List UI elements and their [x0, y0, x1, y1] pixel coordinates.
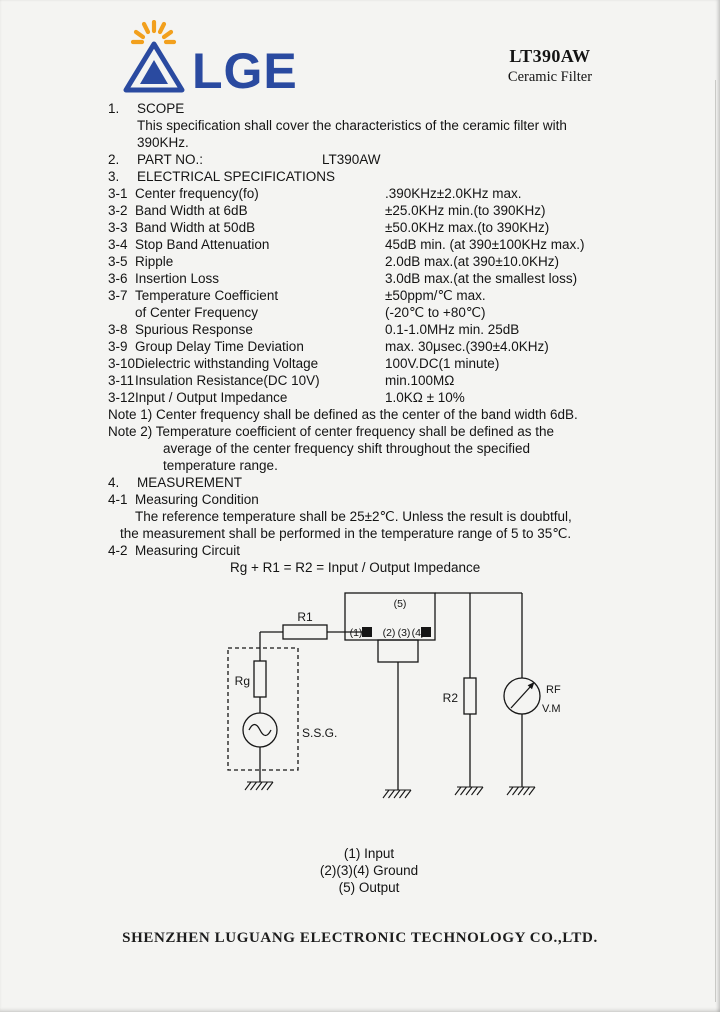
- spec-num: 3-8: [108, 322, 128, 337]
- section-part-no: [108, 151, 720, 168]
- impedance-formula: Rg + R1 = R2 = Input / Output Impedance: [230, 560, 481, 575]
- spec-num: 3-2: [108, 203, 128, 218]
- spec-value: ±50.0KHz max.(to 390KHz): [385, 220, 550, 235]
- document-body: [0, 100, 720, 948]
- spec-label: Insertion Loss: [135, 271, 220, 286]
- spec-row-0: [108, 185, 720, 202]
- spec-row-9: [108, 338, 720, 355]
- spec-row-8: [108, 321, 720, 338]
- resistor-r1: [283, 625, 327, 639]
- lge-logo-graphic: [108, 20, 308, 98]
- ground-icon: [383, 790, 411, 798]
- r2-label: R2: [442, 691, 458, 705]
- spec-label: Band Width at 50dB: [135, 220, 256, 235]
- spec-num: 3-12: [108, 390, 136, 405]
- vm-label: V.M: [542, 703, 561, 715]
- spec-row-11: [108, 372, 720, 389]
- spec-row-4: [108, 253, 720, 270]
- r1-label: R1: [297, 610, 313, 624]
- pin5-label: (5): [393, 598, 407, 610]
- condition-text-line1: The reference temperature shall be 25±2℃. Unless the result is doubtful,: [135, 509, 572, 524]
- pin1-pad: [362, 627, 372, 637]
- spec-label: Group Delay Time Deviation: [135, 339, 304, 354]
- spec-value: 3.0dB max.(at the smallest loss): [385, 271, 578, 286]
- spec-label: Band Width at 6dB: [135, 203, 248, 218]
- section-number: 4.: [108, 475, 120, 490]
- ssg-dashed-box: [228, 648, 298, 770]
- note-2-line2: average of the center frequency shift throughout the specified: [163, 441, 530, 456]
- pin3-label: (3): [397, 627, 411, 639]
- spec-num: 3-6: [108, 271, 128, 286]
- note-1: Note 1) Center frequency shall be defined as the center of the band width 6dB.: [108, 407, 578, 422]
- spec-label: of Center Frequency: [135, 305, 259, 320]
- spec-row-5: [108, 270, 720, 287]
- section-number: 2.: [108, 152, 120, 167]
- spec-num: 3-5: [108, 254, 128, 269]
- condition-text-line2: the measurement shall be performed in the temperature range of 5 to 35℃.: [120, 526, 572, 541]
- pin4-label: (4): [411, 627, 425, 639]
- spec-num: 3-3: [108, 220, 128, 235]
- part-no-value: LT390AW: [322, 152, 381, 167]
- section-title: ELECTRICAL SPECIFICATIONS: [137, 169, 336, 184]
- section-number: 1.: [108, 101, 120, 116]
- logo-text: LGE: [192, 43, 298, 98]
- section-electrical-heading: [108, 168, 720, 185]
- ground-icon: [245, 782, 273, 790]
- note-2-line1: Note 2) Temperature coefficient of center frequency shall be defined as the: [108, 424, 555, 439]
- spec-label: Dielectric withstanding Voltage: [135, 356, 319, 371]
- spec-num: 3-10: [108, 356, 136, 371]
- section-title: SCOPE: [137, 101, 185, 116]
- spec-value: .390KHz±2.0KHz max.: [385, 186, 522, 201]
- pin2-label: (2): [382, 627, 396, 639]
- spec-label: Center frequency(fo): [135, 186, 259, 201]
- spec-value: 100V.DC(1 minute): [385, 356, 500, 371]
- measuring-condition-heading: [108, 491, 720, 508]
- pin-legend: [0, 845, 720, 896]
- measuring-circuit-heading: [108, 542, 720, 559]
- rf-label: RF: [546, 684, 561, 696]
- spec-value: ±25.0KHz min.(to 390KHz): [385, 203, 546, 218]
- spec-label: Temperature Coefficient: [135, 288, 279, 303]
- spec-row-12: [108, 389, 720, 406]
- spec-row-10: [108, 355, 720, 372]
- document-title-block: [460, 46, 640, 86]
- section-scope-heading: [108, 100, 720, 117]
- logo-triangle: [126, 44, 182, 90]
- voltmeter-needle: [511, 686, 531, 708]
- subsection-number: 4-2: [108, 543, 128, 558]
- sine-wave-icon: [249, 725, 271, 736]
- scope-text-line1: This specification shall cover the characteristics of the ceramic filter with: [137, 118, 567, 133]
- spec-label: Ripple: [135, 254, 174, 269]
- part-no-label: PART NO.:: [137, 152, 204, 167]
- legend-output: (5) Output: [338, 880, 400, 895]
- note-2-line3: temperature range.: [163, 458, 278, 473]
- spec-value: min.100MΩ: [385, 373, 455, 388]
- section-measurement-heading: [108, 474, 720, 491]
- spec-value: ±50ppm/℃ max.: [385, 288, 486, 303]
- legend-input: (1) Input: [343, 846, 395, 861]
- section-number: 3.: [108, 169, 120, 184]
- section-title: MEASUREMENT: [137, 475, 243, 490]
- logo-sparkle-rays: [133, 22, 174, 42]
- spec-num: 3-1: [108, 186, 128, 201]
- ground-icon: [455, 787, 483, 795]
- spec-row-6: [108, 287, 720, 304]
- spec-label: Insulation Resistance(DC 10V): [135, 373, 320, 388]
- spec-label: Input / Output Impedance: [135, 390, 288, 405]
- spec-value: 0.1-1.0MHz min. 25dB: [385, 322, 520, 337]
- spec-row-1: [108, 202, 720, 219]
- spec-num: 3-4: [108, 237, 128, 252]
- ssg-label: S.S.G.: [302, 726, 338, 740]
- lge-logo: [108, 20, 308, 98]
- subsection-title: Measuring Condition: [135, 492, 259, 507]
- spec-label: Stop Band Attenuation: [135, 237, 270, 252]
- resistor-rg: [254, 661, 266, 697]
- measuring-circuit-diagram: [0, 585, 720, 835]
- subsection-title: Measuring Circuit: [135, 543, 241, 558]
- spec-value: 2.0dB max.(at 390±10.0KHz): [385, 254, 559, 269]
- filter-ground-box: [378, 640, 418, 662]
- rg-label: Rg: [234, 674, 250, 688]
- spec-num: 3-9: [108, 339, 128, 354]
- spec-value: 1.0KΩ ± 10%: [385, 390, 465, 405]
- spec-value: 45dB min. (at 390±100KHz max.): [385, 237, 585, 252]
- product-type-subtitle: Ceramic Filter: [507, 69, 593, 85]
- scope-text-line2: 390KHz.: [137, 135, 189, 150]
- spec-num: 3-7: [108, 288, 128, 303]
- spec-num: 3-11: [108, 373, 135, 388]
- spec-value: (-20℃ to +80℃): [385, 305, 486, 320]
- spec-row-7: [108, 304, 720, 321]
- spec-row-3: [108, 236, 720, 253]
- pin1-label: (1): [349, 627, 363, 639]
- output-ground-wires: [470, 714, 522, 787]
- ground-icon: [507, 787, 535, 795]
- spec-label: Spurious Response: [135, 322, 253, 337]
- company-footer: SHENZHEN LUGUANG ELECTRONIC TECHNOLOGY CO.,LTD.: [122, 930, 598, 946]
- input-wires: [260, 632, 362, 782]
- output-wires: [435, 593, 522, 678]
- subsection-number: 4-1: [108, 492, 128, 507]
- spec-row-2: [108, 219, 720, 236]
- spec-value: max. 30μsec.(390±4.0KHz): [385, 339, 549, 354]
- part-number-title: LT390AW: [509, 46, 591, 66]
- legend-ground: (2)(3)(4) Ground: [319, 863, 419, 878]
- resistor-r2: [464, 678, 476, 714]
